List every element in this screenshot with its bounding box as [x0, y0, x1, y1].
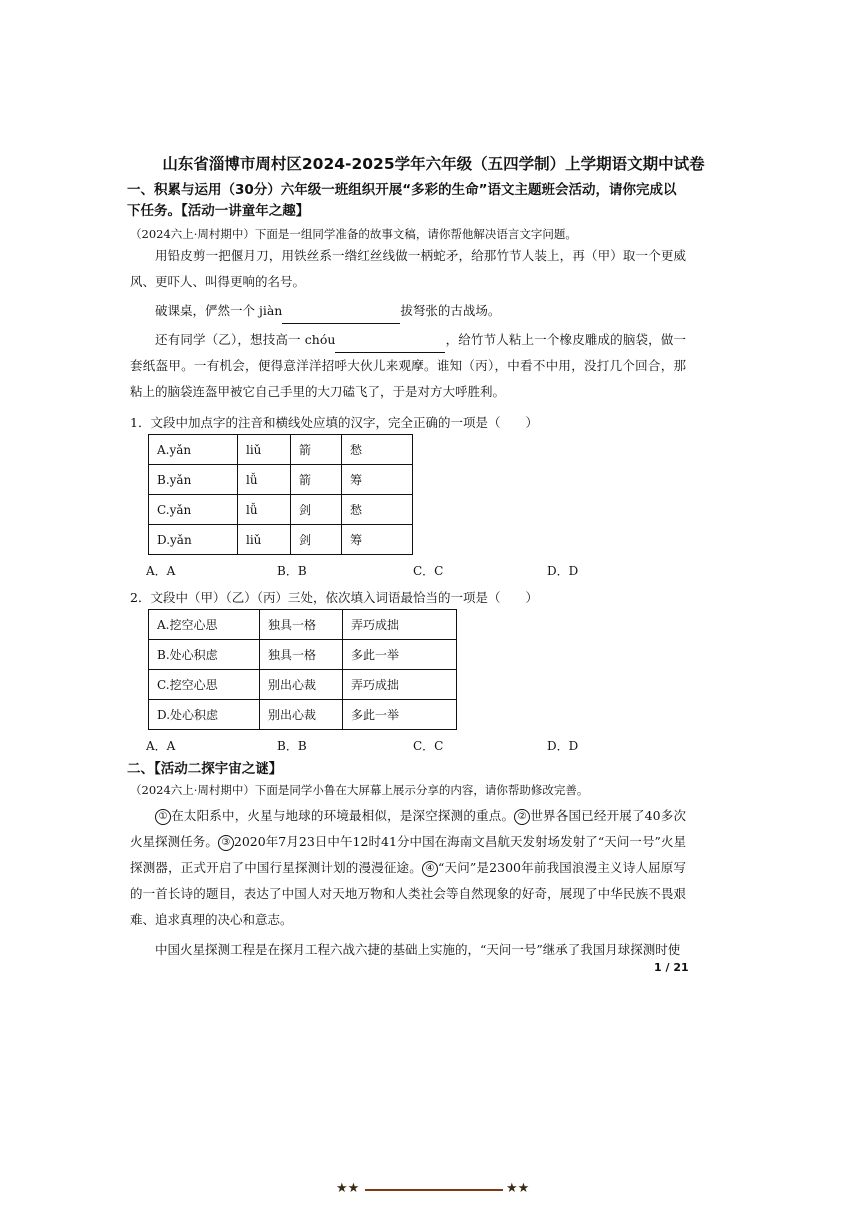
table-cell: 箭 — [291, 435, 342, 465]
section-1-source: （2024六上·周村期中）下面是一组同学准备的故事文稿，请你帮他解决语言文字问题。 — [130, 227, 577, 241]
table-cell: 箭 — [291, 465, 342, 495]
story-paragraph-3 — [130, 327, 686, 405]
choice-a[interactable]: A．A — [146, 739, 176, 753]
story-paragraph-2-lead: 破课桌，俨然一个 jiàn — [155, 303, 283, 318]
table-row — [149, 610, 457, 640]
table-cell: D.处心积虑 — [149, 700, 260, 730]
table-cell: 愁 — [342, 435, 413, 465]
table-cell: 筹 — [342, 525, 413, 555]
choice-c[interactable]: C．C — [413, 564, 444, 578]
table-cell: C.挖空心思 — [149, 670, 260, 700]
sentence-3: 2020年7月23日中午12时41分中国在海南文昌航天发射场发射了“天问一号”火星探测器，正式开启了中国行星探测计划的漫漫征途。 — [130, 834, 686, 875]
mars-paragraph-1 — [130, 803, 686, 933]
table-cell: B.处心积虑 — [149, 640, 260, 670]
table-cell: 多此一举 — [343, 700, 457, 730]
sentence-marker-3: ③ — [218, 835, 234, 851]
footer-divider — [365, 1189, 503, 1191]
table-cell: 弄巧成拙 — [343, 670, 457, 700]
story-paragraph-2 — [130, 298, 686, 324]
table-cell: liǔ — [238, 525, 291, 555]
sentence-2: 世界各国已经开展了40多次火星探测任务。 — [130, 808, 686, 849]
blank-line-chou — [335, 338, 445, 353]
table-cell: 筹 — [342, 465, 413, 495]
story-paragraph-1 — [130, 243, 686, 295]
blank-line-jian — [282, 309, 400, 324]
table-cell: lǚ — [238, 495, 291, 525]
table-cell: 别出心裁 — [260, 670, 343, 700]
choice-c[interactable]: C．C — [413, 739, 444, 753]
table-row — [149, 670, 457, 700]
table-row — [149, 640, 457, 670]
table-row — [149, 495, 413, 525]
story-paragraph-1-text: 用铅皮剪一把偃月刀，用铁丝系一绺红丝线做一柄蛇矛，给那竹节人装上，再（甲）取一个更威风、更吓人、叫得更响的名号。 — [130, 248, 686, 289]
table-cell: lǚ — [238, 465, 291, 495]
table-cell: A.挖空心思 — [149, 610, 260, 640]
section-2-source: （2024六上·周村期中）下面是同学小鲁在大屏幕上展示分享的内容，请你帮助修改完善。 — [130, 783, 589, 797]
table-cell: 弄巧成拙 — [343, 610, 457, 640]
choice-d[interactable]: D．D — [547, 564, 579, 578]
exam-title: 山东省淄博市周村区2024-2025学年六年级（五四学制）上学期语文期中试卷 — [162, 155, 705, 173]
footer-star-icon: ★★ — [336, 1181, 360, 1196]
choice-b[interactable]: B．B — [277, 564, 307, 578]
mars-paragraph-2: 中国火星探测工程是在探月工程六战六捷的基础上实施的，“天问一号”继承了我国月球探测时使 — [155, 942, 681, 957]
table-cell: 愁 — [342, 495, 413, 525]
table-row — [149, 465, 413, 495]
table-cell: B.yǎn — [149, 465, 238, 495]
choice-a[interactable]: A．A — [146, 564, 176, 578]
table-cell: 独具一格 — [260, 640, 343, 670]
story-paragraph-3-tail: ，给竹节人粘上一个橡皮雕成的脑袋，做一套纸盔甲。一有机会，便得意洋洋招呼大伙儿来观摩。谁知（丙），中看不中用，没打几个回合，那粘上的脑袋连盔甲被它自己手里的大刀磕飞了，于是对方大呼胜利。 — [130, 332, 686, 399]
question-1-stem: 1．文段中加点字的注音和横线处应填的汉字，完全正确的一项是（ ） — [130, 415, 538, 430]
table-cell: liǔ — [238, 435, 291, 465]
choice-b[interactable]: B．B — [277, 739, 307, 753]
sentence-marker-2: ② — [514, 809, 530, 825]
question-1-options-table — [148, 434, 413, 555]
story-paragraph-3-lead: 还有同学（乙），想技高一 chóu — [155, 332, 336, 347]
table-cell: 多此一举 — [343, 640, 457, 670]
question-2-stem: 2．文段中（甲）（乙）（丙）三处，依次填入词语最恰当的一项是（ ） — [130, 590, 538, 605]
question-2-options-table — [148, 609, 457, 730]
table-cell: A.yǎn — [149, 435, 238, 465]
table-row — [149, 525, 413, 555]
table-row — [149, 435, 413, 465]
table-cell: 别出心裁 — [260, 700, 343, 730]
question-1-choices — [146, 562, 586, 578]
story-paragraph-2-tail: 拔弩张的古战场。 — [400, 303, 501, 318]
footer-ornament — [336, 1181, 532, 1197]
table-cell: D.yǎn — [149, 525, 238, 555]
sentence-4: “天问”是2300年前我国浪漫主义诗人屈原写的一首长诗的题目，表达了中国人对天地万物和人类社会等自然现象的好奇，展现了中华民族不畏艰难、追求真理的决心和意志。 — [130, 860, 686, 927]
sentence-marker-1: ① — [155, 809, 171, 825]
table-cell: 剑 — [291, 525, 342, 555]
page-number: 1 / 21 — [654, 961, 689, 974]
sentence-1: 在太阳系中，火星与地球的环境最相似，是深空探测的重点。 — [171, 808, 515, 823]
choice-d[interactable]: D．D — [547, 739, 579, 753]
table-cell: 剑 — [291, 495, 342, 525]
question-2-choices — [146, 737, 586, 753]
table-cell: C.yǎn — [149, 495, 238, 525]
table-row — [149, 700, 457, 730]
table-cell: 独具一格 — [260, 610, 343, 640]
footer-star-icon: ★★ — [506, 1181, 530, 1196]
section-2-heading: 二、【活动二探宇宙之谜】 — [127, 761, 283, 777]
section-1-heading: 一、积累与运用（30分）六年级一班组织开展“多彩的生命”语文主题班会活动，请你完成以下任务。【活动一讲童年之趣】 — [127, 182, 677, 219]
sentence-marker-4: ④ — [422, 861, 438, 877]
